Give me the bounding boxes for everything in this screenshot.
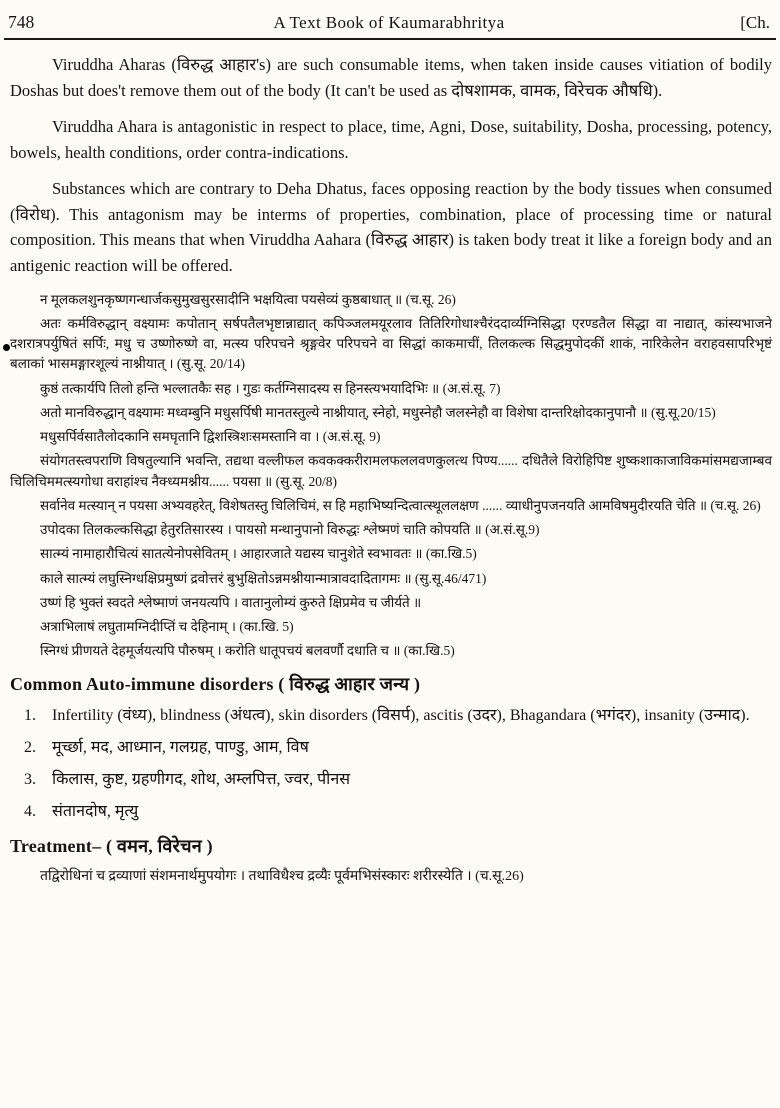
page-number: 748: [8, 12, 35, 32]
sanskrit-verse: न मूलकलशुनकृष्णगन्धार्जकसुमुखसुरसादीनि भक्षयित्वा पयसेव्यं कुष्ठबाधात् ॥ (च.सू. 26): [40, 291, 456, 307]
sanskrit-verse: अतः कर्मविरुद्धान् वक्ष्यामः कपोतान् सर्षपतैलभृष्टान्नाद्यात् कपिञ्जलमयूरलाव तितिरिगोधाश्चैरंददार्व्यग्निसिद्धा एरण्डतैल सिद्धा वा नाद्यात्, कांस्यभाजने दशरात्रपर्युषितं सर्पिः, मधु च उष्णोरुष्णे वा, मत्स्य परिपचने श्रृङ्गवेर परिपचने वा सिद्धां काकमाचीं, तिलकल्क सिद्धमुपोदकीं शाकं, नारिकेलेन वराहवसापरिभृष्टं बलाकां भासमङ्गारशूल्यं नाश्नीयात् । (सु.सू. 20/14): [10, 315, 772, 372]
sanskrit-verse: मधुसर्पिर्वसातैलोदकानि समघृतानि द्विशस्त्रिशःसमस्तानि वा । (अ.सं.सू. 9): [40, 429, 381, 444]
chapter-marker: [Ch.: [740, 13, 770, 32]
list-item: [10, 768, 772, 792]
section-heading-disorders: Common Auto-immune disorders ( विरुद्ध आहार जन्य ): [10, 673, 421, 694]
item-text: संतानदोष, मृत्यु: [52, 802, 139, 820]
item-text: मूर्च्छा, मद, आध्मान, गलग्रह, पाण्डु, आम, विष: [52, 738, 309, 756]
item-marker: 3.: [24, 770, 36, 788]
item-marker: 1.: [24, 706, 36, 724]
disorders-list: [10, 704, 772, 824]
list-item: [10, 736, 772, 760]
sanskrit-verse: उष्णं हि भुक्तं स्वदते श्लेष्माणं जनयत्यपि । वातानुलोम्यं कुरुते क्षिप्रमेव च जीर्यते ॥: [40, 594, 422, 610]
page-header: [0, 0, 780, 35]
item-marker: 2.: [24, 738, 36, 756]
intro-paragraph: Viruddha Ahara is antagonistic in respect to place, time, Agni, Dose, suitability, Dosha, processing, potency, bowels, health conditions, order contra-indications.: [10, 117, 772, 162]
intro-paragraph: Substances which are contrary to Deha Dhatus, faces opposing reaction by the body tissues when consumed (विरोध). This antagonism may be interms of properties, combination, place of processing time or natural composition. This means that when Viruddha Aahara (विरुद्ध आहार) is taken body treat it like a foreign body and an antigenic reaction will be offered.: [10, 179, 772, 275]
sanskrit-verse: अतो मानविरुद्धान् वक्ष्यामः मध्वम्बुनि मधुसर्पिषी मानतस्तुल्ये नाश्नीयात्, स्नेहो, मधुस्नेहौ जलस्नेहौ वा विशेषा दान्तरिक्षोदकानुपानौ ॥ (सु.सू.20/15): [40, 404, 716, 420]
treatment-verse: तद्विरोधिनां च द्रव्याणां संशमनार्थमुपयोगः । तथाविधैश्च द्रव्यैः पूर्वमभिसंस्कारः शरीरस्येति । (च.सू.26): [40, 868, 524, 884]
sanskrit-verse: उपोदका तिलकल्कसिद्धा हेतुरतिसारस्य । पायसो मन्थानुपानो विरुद्धः श्लेष्मणं चाति कोपयति ॥ (अ.सं.सू.9): [40, 522, 540, 537]
item-text: किलास, कुष्ट, ग्रहणीगद, शोथ, अम्लपित्त, ज्वर, पीनस: [52, 770, 351, 788]
page-content: [0, 40, 780, 888]
sanskrit-verse: कुष्ठं तत्कार्यपि तिलो हन्ति भल्लातकैः सह । गुडः कर्तग्निसादस्य स हिनस्त्यभयादिभिः ॥ (अ.सं.सू. 7): [40, 380, 501, 396]
list-item: [10, 800, 772, 824]
book-title: A Text Book of Kaumarabhritya: [273, 13, 505, 32]
item-text: Infertility (वंध्य), blindness (अंधत्व), skin disorders (विसर्प), ascitis (उदर), Bhagandara (भगंदर), insanity (उन्माद).: [52, 706, 750, 724]
sanskrit-verse: काले सात्म्यं लघुस्निग्धक्षिप्रमुष्णं द्रवोत्तरं बुभुक्षितोऽन्नमश्नीयान्मात्रावदादितागमः ॥ (सु.सू.46/471): [40, 570, 487, 586]
sanskrit-verse: सर्वानेव मत्स्यान् न पयसा अभ्यवहरेत्, विशेषतस्तु चिलिचिमं, स हि महाभिष्यन्दित्वात्स्थूललक्षण ...... व्याधीनुपजनयति आमविषमुदीरयति चेति ॥ (च.सू. 26): [40, 497, 761, 513]
sanskrit-verse: अत्राभिलाषं लघुतामग्निदीप्तिं च देहिनाम् । (का.खि. 5): [40, 619, 294, 634]
item-marker: 4.: [24, 802, 36, 820]
sanskrit-verse: सात्म्यं नामाहारौचित्यं सातत्येनोपसेवितम् । आहारजाते यद्यस्य चानुशेते स्वभावतः ॥ (का.खि.5): [40, 546, 477, 562]
section-heading-treatment: Treatment– ( वमन, विरेचन ): [10, 835, 213, 856]
sanskrit-verse: स्निग्धं प्रीणयते देहमूर्जयत्यपि पौरुषम् । करोति धातूपचयं बलवर्णौ दधाति च ॥ (का.खि.5): [40, 643, 455, 659]
margin-bullet-icon: [3, 344, 10, 351]
sanskrit-verse: संयोगतस्त्वपराणि विषतुल्यानि भवन्ति, तद्यथा वल्लीफल कवकक्करीरामलफललवणकुलत्थ पिण्य...... दधितैले विरोहिपिष्ट शुष्कशाकाजाविकमांसमद्यजाम्बव चिलिचिममत्स्यगोधा वराहांश्च नैक्ध्यमश्नीय...... पयसा ॥ (सु.सू. 20/8): [10, 453, 772, 489]
list-item: [10, 704, 772, 728]
intro-paragraph: Viruddha Aharas (विरुद्ध आहार's) are such consumable items, when taken inside causes vitiation of bodily Doshas but does't remove them out of the body (It can't be used as दोषशामक, वामक, विरेचक औषधि).: [10, 55, 772, 100]
